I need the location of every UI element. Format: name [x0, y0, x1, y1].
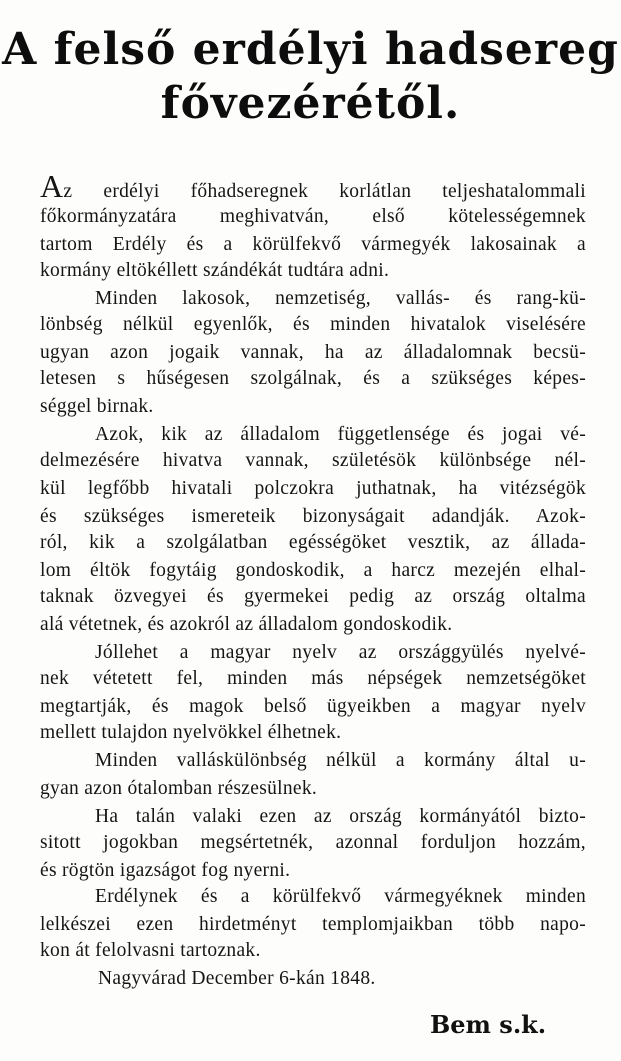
body-line-23: gyan azon ótalomban részesülnek. [40, 778, 318, 799]
drop-cap: A [40, 168, 64, 204]
body-line-3: tartom Erdély és a körülfekvő vármegyék lakosainak a [40, 234, 586, 255]
date-line: Nagyvárad December 6-kán 1848. [98, 968, 376, 989]
body-line-12: kül legfőbb hivatali polczokra juthatnak, ha vitézségök [40, 478, 586, 499]
body-line-20: megtartják, és magok belső ügyeikben a magyar nyelv [40, 696, 586, 717]
body-line-26: és rögtön igazságot fog nyerni. [40, 860, 291, 881]
body-line-29: kon át felolvasni tartoznak. [40, 940, 261, 961]
body-line-28: lelkészei ezen hirdetményt templomjaikban több napo- [40, 914, 586, 935]
body-line-15: lom éltök fogytáig gondoskodik, a harcz mezején elhal- [40, 560, 586, 581]
body-line-8: letesen s hűségesen szolgálnak, és a szükséges képes- [40, 368, 586, 389]
body-line-13: és szükséges ismereteik bizonyságait adandják. Azok- [40, 506, 586, 527]
body-line-5: Minden lakosok, nemzetiség, vallás- és rang-kü- [95, 288, 586, 309]
body-line-1 [40, 170, 586, 203]
body-line-19: nek vétetett fel, minden más népségek nemzetségöket [40, 668, 586, 689]
body-line-22: Minden valláskülönbség nélkül a kormány által u- [95, 750, 586, 771]
body-line-6: lönbség nélkül egyenlők, és minden hivatalok viselésére [40, 314, 586, 335]
body-line-14: ról, kik a szolgálatban egésségöket vesztik, az állada- [40, 532, 586, 553]
body-line-4: kormány eltökéllett szándékát tudtára adni. [40, 260, 390, 281]
body-line-18: Jóllehet a magyar nyelv az országgyülés nyelvé- [95, 642, 586, 663]
body-line-9: séggel birnak. [40, 396, 154, 417]
body-line-2: főkormányzatára meghivatván, első kötelességemnek [40, 206, 586, 227]
body-line-25: sitott jogokban megsértetnék, azonnal forduljon hozzám, [40, 832, 586, 853]
body-line-16: taknak özvegyei és gyermekei pedig az ország oltalma [40, 586, 586, 607]
body-line-24: Ha talán valaki ezen az ország kormányától bizto- [95, 806, 586, 827]
signature: Bem s.k. [430, 1010, 547, 1039]
body-line-7: ugyan azon jogaik vannak, ha az álladalomnak becsü- [40, 342, 586, 363]
body-line-17: alá vétetnek, és azokról az álladalom gondoskodik. [40, 614, 453, 635]
body-line-27: Erdélynek és a körülfekvő vármegyéknek minden [95, 886, 586, 907]
title-line-2: fővezérétől. [160, 78, 461, 129]
body-line-21: mellett tulajdon nyelvökkel élhetnek. [40, 722, 342, 743]
title-line-1: A felső erdélyi hadsereg [2, 24, 619, 75]
body-line-text: z erdélyi főhadseregnek korlátlan teljeshatalommali [63, 181, 586, 202]
body-line-11: delmezésére hivatva vannak, születésök különbsége nél- [40, 450, 586, 471]
body-line-10: Azok, kik az álladalom függetlensége és jogai vé- [95, 424, 586, 445]
